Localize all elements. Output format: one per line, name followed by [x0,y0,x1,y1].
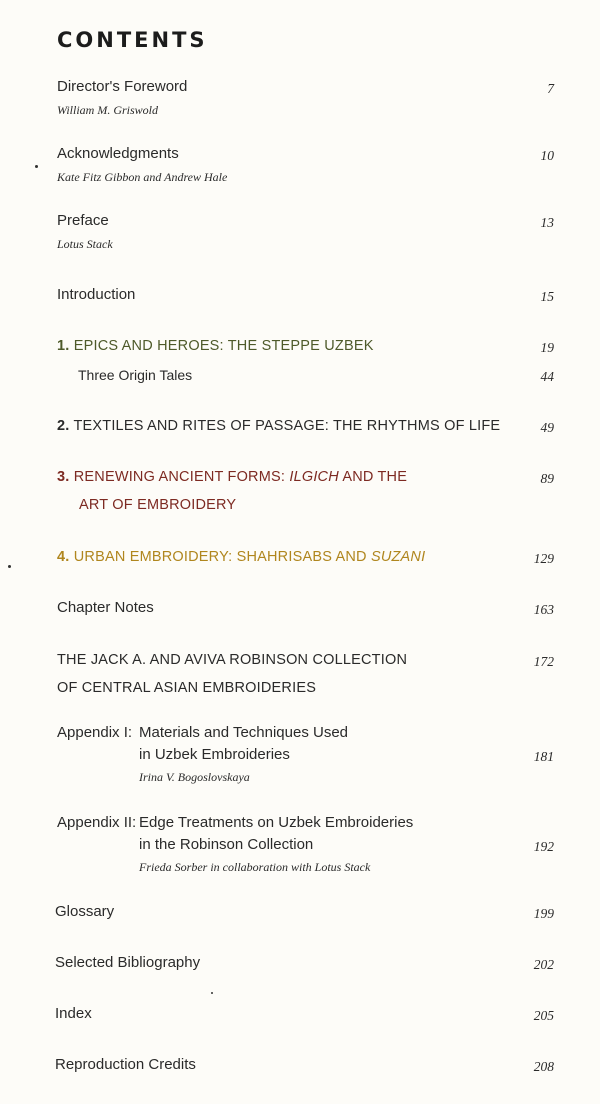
chapter-3-title-italic: ILGICH [289,469,339,485]
chapter-3-title-line2: ART OF EMBROIDERY [79,497,237,513]
appendix-2-title-line1: Edge Treatments on Uzbek Embroideries [139,814,414,831]
page-title: CONTENTS [57,28,208,52]
toc-title-collection-line2: OF CENTRAL ASIAN EMBROIDERIES [57,680,317,696]
toc-page-bibliography: 202 [533,957,554,972]
appendix-2-title-line2: in the Robinson Collection [139,836,314,853]
chapter-4-title-a: URBAN EMBROIDERY: SHAHRISABS AND [73,549,371,565]
toc-title-directors-foreword: Director's Foreword [57,78,188,95]
toc-page-glossary: 199 [533,906,554,921]
toc-author-acknowledgments: Kate Fitz Gibbon and Andrew Hale [57,170,228,184]
toc-title-reproduction-credits: Reproduction Credits [55,1056,196,1073]
appendix-2-page: 192 [533,839,554,854]
appendix-2-author: Frieda Sorber in collaboration with Lotus Stack [139,860,371,874]
chapter-1-title: EPICS AND HEROES: THE STEPPE UZBEK [73,338,374,354]
chapter-3-title-b: AND THE [338,469,408,485]
chapter-1-subentry-title: Three Origin Tales [78,367,193,383]
appendix-1-title-line2: in Uzbek Embroideries [139,746,290,763]
toc-title-index: Index [55,1005,92,1022]
toc-title-acknowledgments: Acknowledgments [57,145,179,162]
scan-speck [8,565,11,568]
chapter-3-number: 3. [57,469,70,485]
toc-title-introduction: Introduction [57,286,136,303]
toc-title-collection-line1: THE JACK A. AND AVIVA ROBINSON COLLECTION [57,652,408,668]
chapter-2-title: TEXTILES AND RITES OF PASSAGE: THE RHYTHMS OF LIFE [73,418,501,434]
chapter-1-page: 19 [540,340,554,355]
toc-title-glossary: Glossary [55,903,115,920]
scan-speck [211,992,213,994]
chapter-3-title-a: RENEWING ANCIENT FORMS: [73,469,290,485]
chapter-1-number: 1. [57,338,70,354]
chapter-3-heading [57,469,407,485]
appendix-1-title-line1: Materials and Techniques Used [139,724,349,741]
toc-author-directors-foreword: William M. Griswold [57,103,159,117]
chapter-2-page: 49 [540,420,554,435]
chapter-1-subentry-page: 44 [540,369,554,384]
chapter-2-heading [57,418,500,434]
appendix-1-author: Irina V. Bogoslovskaya [139,770,250,784]
chapter-4-title-italic: SUZANI [370,549,426,565]
toc-page-introduction: 15 [540,289,554,304]
toc-page-index: 205 [533,1008,554,1023]
appendix-2-label: Appendix II: [57,814,137,831]
chapter-3-page: 89 [540,471,554,486]
toc-page-acknowledgments: 10 [540,148,554,163]
toc-title-preface: Preface [57,212,109,229]
chapter-2-number: 2. [57,418,70,434]
chapter-4-page: 129 [533,551,554,566]
toc-author-preface: Lotus Stack [57,237,113,251]
chapter-4-number: 4. [57,549,70,565]
toc-title-chapter-notes: Chapter Notes [57,599,154,616]
appendix-1-page: 181 [533,749,554,764]
toc-title-bibliography: Selected Bibliography [55,954,201,971]
scan-speck [35,165,38,168]
toc-page-chapter-notes: 163 [533,602,554,617]
toc-page-preface: 13 [540,215,554,230]
toc-page-reproduction-credits: 208 [533,1059,554,1074]
toc-page-directors-foreword: 7 [547,81,554,96]
toc-page-collection: 172 [533,654,554,669]
chapter-1-heading [57,338,374,354]
chapter-4-heading [57,549,425,565]
appendix-1-label: Appendix I: [57,724,133,741]
